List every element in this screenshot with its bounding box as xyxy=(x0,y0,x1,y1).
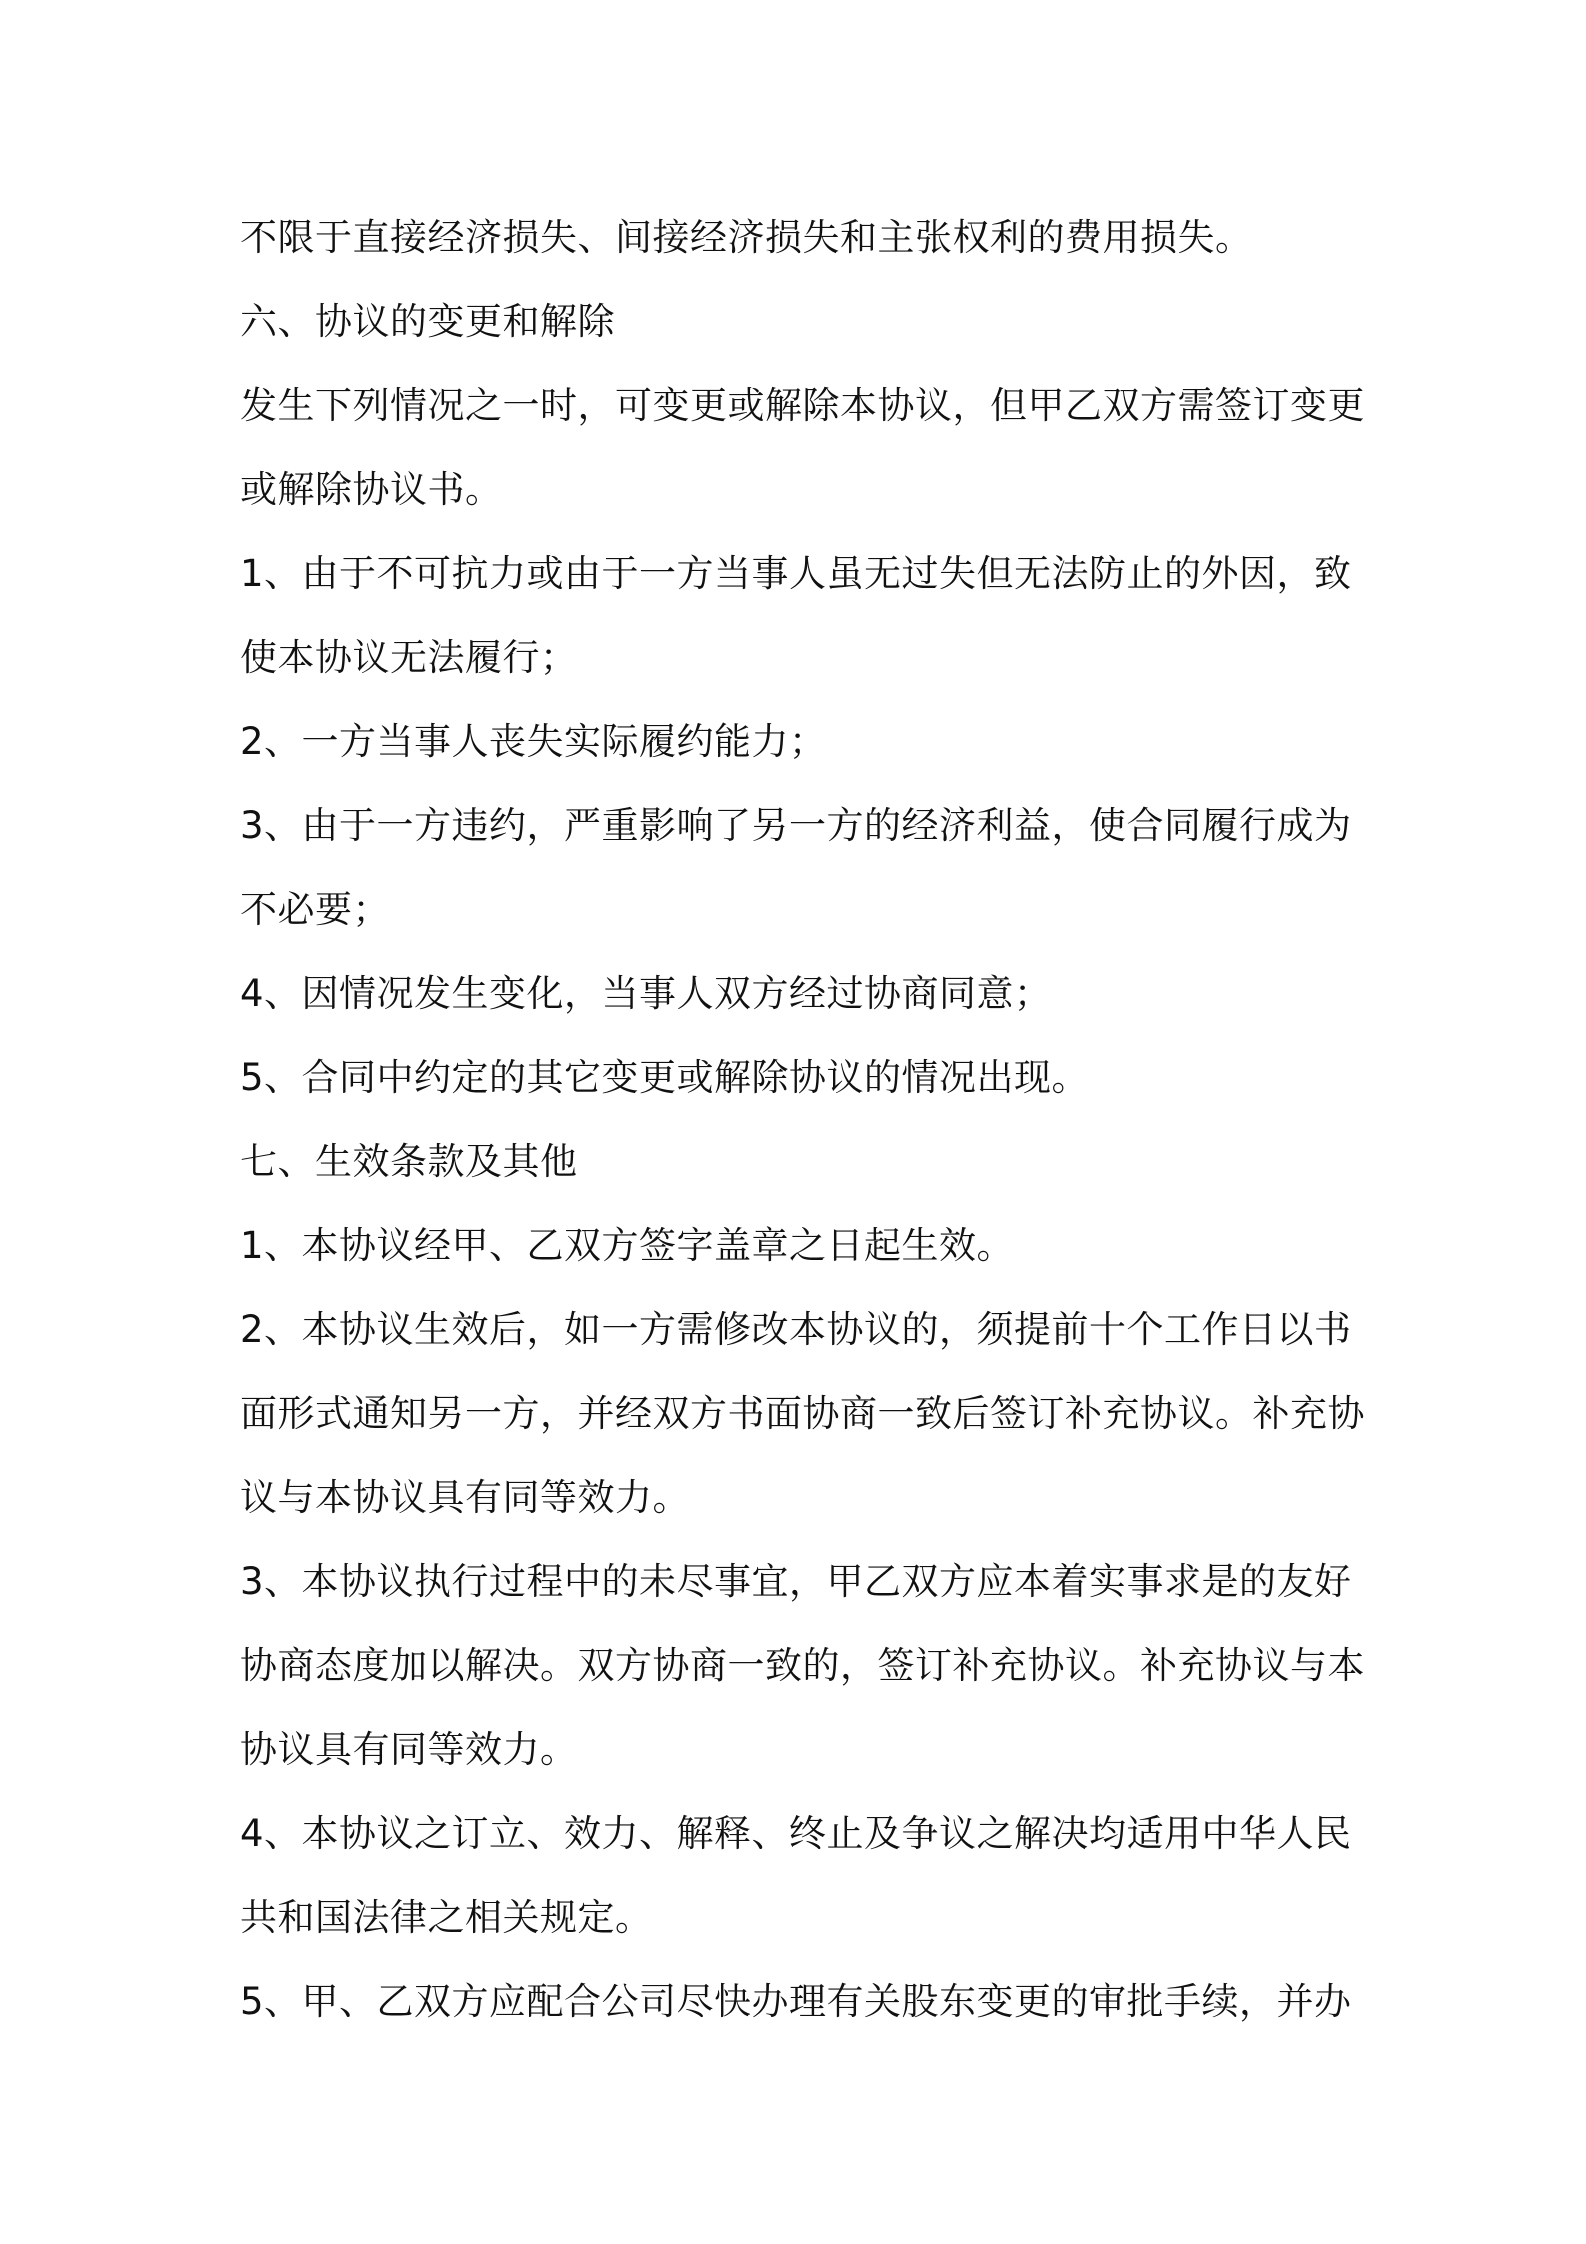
list-item-line: 5、甲、乙双方应配合公司尽快办理有关股东变更的审批手续，并办 xyxy=(240,1980,1352,2023)
paragraph-line: 不限于直接经济损失、间接经济损失和主张权利的费用损失。 xyxy=(240,216,1253,259)
list-item-line: 5、合同中约定的其它变更或解除协议的情况出现。 xyxy=(240,1056,1090,1099)
document-page xyxy=(240,196,1365,2044)
list-item-line: 1、本协议经甲、乙双方签字盖章之日起生效。 xyxy=(240,1224,1015,1267)
list-item-line: 2、本协议生效后，如一方需修改本协议的，须提前十个工作日以书 xyxy=(240,1308,1352,1351)
list-item-line: 协商态度加以解决。双方协商一致的，签订补充协议。补充协议与本 xyxy=(240,1644,1365,1687)
list-item-line: 议与本协议具有同等效力。 xyxy=(240,1476,690,1519)
list-item-line: 共和国法律之相关规定。 xyxy=(240,1896,653,1939)
list-item-line: 4、因情况发生变化，当事人双方经过协商同意； xyxy=(240,972,1052,1015)
list-item-line: 3、本协议执行过程中的未尽事宜，甲乙双方应本着实事求是的友好 xyxy=(240,1560,1352,1603)
section-heading-7: 七、生效条款及其他 xyxy=(240,1140,578,1183)
list-item-line: 协议具有同等效力。 xyxy=(240,1728,578,1771)
section-heading-6: 六、协议的变更和解除 xyxy=(240,300,615,343)
list-item-line: 2、一方当事人丧失实际履约能力； xyxy=(240,720,827,763)
list-item-line: 1、由于不可抗力或由于一方当事人虽无过失但无法防止的外因，致 xyxy=(240,552,1352,595)
list-item-line: 面形式通知另一方，并经双方书面协商一致后签订补充协议。补充协 xyxy=(240,1392,1365,1435)
list-item-line: 不必要； xyxy=(240,888,390,931)
paragraph-line: 或解除协议书。 xyxy=(240,468,503,511)
list-item-line: 使本协议无法履行； xyxy=(240,636,578,679)
list-item-line: 3、由于一方违约，严重影响了另一方的经济利益，使合同履行成为 xyxy=(240,804,1352,847)
paragraph-line: 发生下列情况之一时，可变更或解除本协议，但甲乙双方需签订变更 xyxy=(240,384,1365,427)
list-item-line: 4、本协议之订立、效力、解释、终止及争议之解决均适用中华人民 xyxy=(240,1812,1352,1855)
